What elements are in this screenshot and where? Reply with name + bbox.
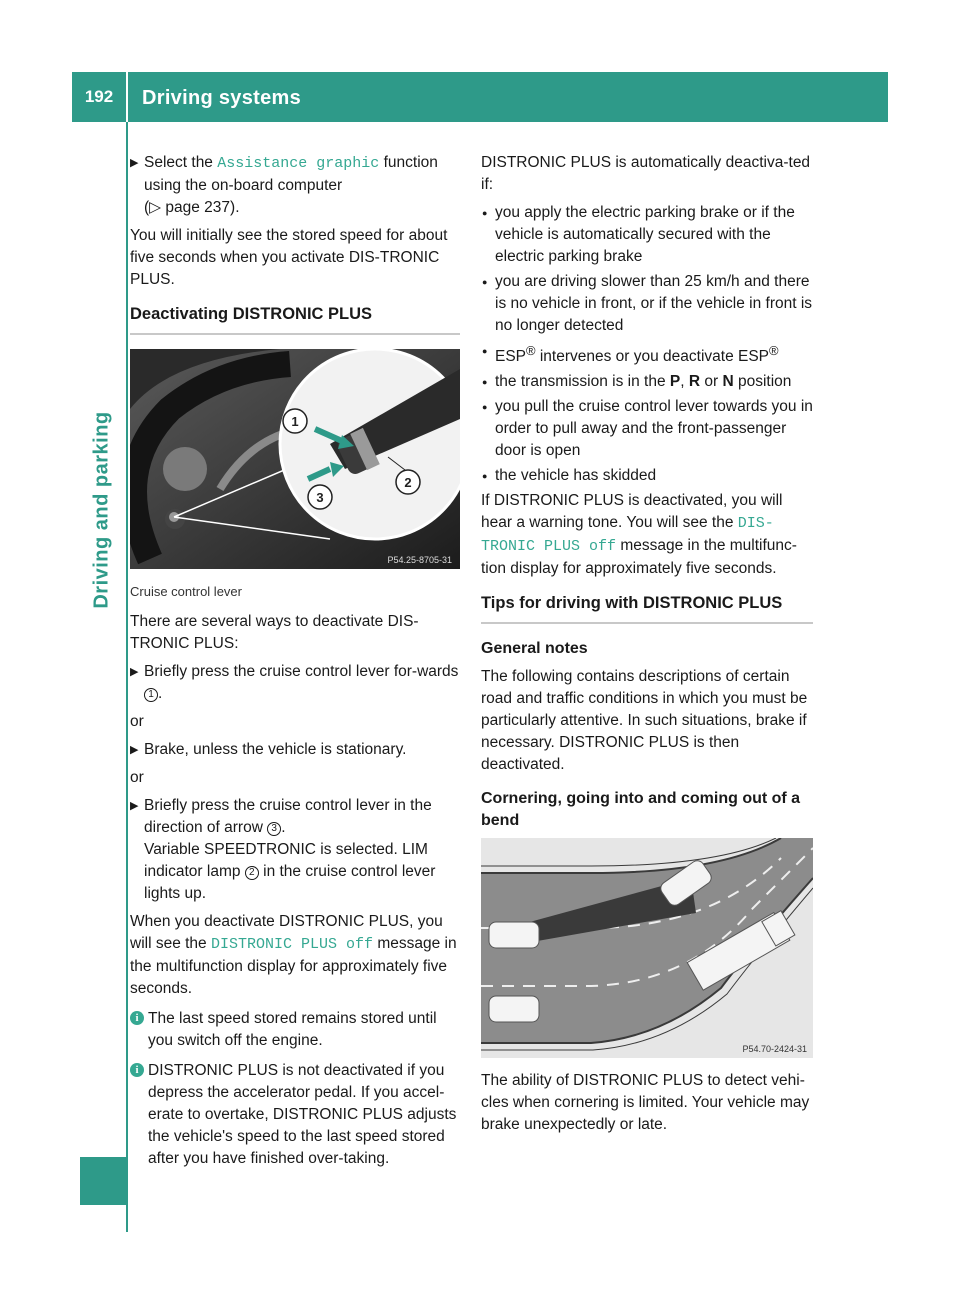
list-item: ● the vehicle has skidded — [481, 465, 813, 487]
section-title: Driving systems — [142, 87, 302, 109]
figure-code: P54.70-2424-31 — [742, 1044, 807, 1055]
figure-code: P54.25-8705-31 — [387, 555, 452, 565]
callout-3: 3 — [316, 490, 324, 505]
figure-caption: Cruise control lever — [130, 584, 242, 599]
side-strip — [72, 122, 128, 1232]
chapter-label: Driving and parking — [90, 411, 113, 609]
callout-1: 1 — [291, 414, 299, 429]
paragraph-ways: There are several ways to deactivate DIS-TRONIC PLUS: — [130, 613, 419, 652]
list-item: ● you pull the cruise control lever towards you in order to pull away and the front-passenger door is open — [481, 396, 813, 462]
step-press-forwards: ▶ Briefly press the cruise control lever for-wards 1 . — [130, 661, 460, 705]
list-item: ● you apply the electric parking brake or if the vehicle is automatically secured with the electric parking brake — [481, 202, 813, 268]
paragraph-ability: The ability of DISTRONIC PLUS to detect vehi-cles when cornering is limited. Your vehicle may brake unexpectedly or late. — [481, 1072, 810, 1134]
callout-2: 2 — [404, 475, 412, 490]
step-brake: ▶ Brake, unless the vehicle is stationary. — [130, 739, 460, 761]
step-press-arrow3: ▶ Briefly press the cruise control lever in the direction of arrow 3 . Variable SPEEDTRONIC is selected. LIM indicator lamp 2 in the cruise control lever lights up. — [130, 795, 460, 905]
callout-ref-3: 3 — [267, 822, 281, 836]
paragraph-initial-speed: You will initially see the stored speed for about five seconds when you activate DIS-TRONIC PLUS. — [130, 227, 448, 288]
list-item: ● you are driving slower than 25 km/h and there is no vehicle in front, or if the vehicle in front is no longer detected — [481, 271, 813, 337]
callout-ref-1: 1 — [144, 688, 158, 702]
cruise-control-lever-figure — [130, 349, 460, 569]
step-select-assistance: ▶ Select the Assistance graphic function using the on-board computer (▷ page 237). — [130, 152, 460, 219]
page-reference: (▷ page 237). — [144, 199, 240, 216]
info-icon: i — [130, 1011, 144, 1025]
chapter-marker — [80, 1157, 128, 1205]
cornering-figure — [481, 838, 813, 1058]
paragraph-if-deactivated: If DISTRONIC PLUS is deactivated, you will hear a warning tone. You will see the DIS‐ TRONIC PLUS off message in the multifunc-tion display for approximately five seconds. — [481, 492, 797, 578]
or-separator: or — [130, 769, 144, 786]
paragraph-general: The following contains descriptions of certain road and traffic conditions in which you must be particularly attentive. In such situations, brake if necessary. DISTRONIC PLUS is then deactivated. — [481, 668, 808, 774]
right-column — [481, 152, 813, 1142]
display-code: DISTRONIC PLUS off — [211, 936, 374, 953]
info-note-accelerator: i DISTRONIC PLUS is not deactivated if you depress the accelerator pedal. If you accel-erate to overtake, DISTRONIC PLUS adjusts the vehicle's speed to the last speed stored after you have finished over-taking. — [130, 1060, 460, 1170]
heading-cornering: Cornering, going into and coming out of a bend — [481, 790, 801, 830]
display-code: Assistance graphic — [217, 155, 380, 172]
paragraph-auto-deactivated: DISTRONIC PLUS is automatically deactiva-ted if: — [481, 154, 811, 193]
left-column — [130, 152, 460, 1176]
list-item: ● ESP® intervenes or you deactivate ESP® — [481, 340, 813, 368]
heading-deactivating: Deactivating DISTRONIC PLUS — [130, 303, 460, 335]
info-icon: i — [130, 1063, 144, 1077]
page-number: 192 — [72, 72, 128, 122]
display-code: DIS‐ TRONIC PLUS off — [481, 515, 774, 556]
heading-tips: Tips for driving with DISTRONIC PLUS — [481, 592, 813, 624]
info-note-speed: i The last speed stored remains stored until you switch off the engine. — [130, 1008, 460, 1052]
list-item: ● the transmission is in the P, R or N position — [481, 371, 813, 393]
paragraph-when-deactivate: When you deactivate DISTRONIC PLUS, you will see the DISTRONIC PLUS off message in the multifunction display for approximately five seconds. — [130, 913, 457, 997]
heading-general-notes: General notes — [481, 640, 588, 658]
callout-ref-2: 2 — [245, 866, 259, 880]
or-separator: or — [130, 713, 144, 730]
